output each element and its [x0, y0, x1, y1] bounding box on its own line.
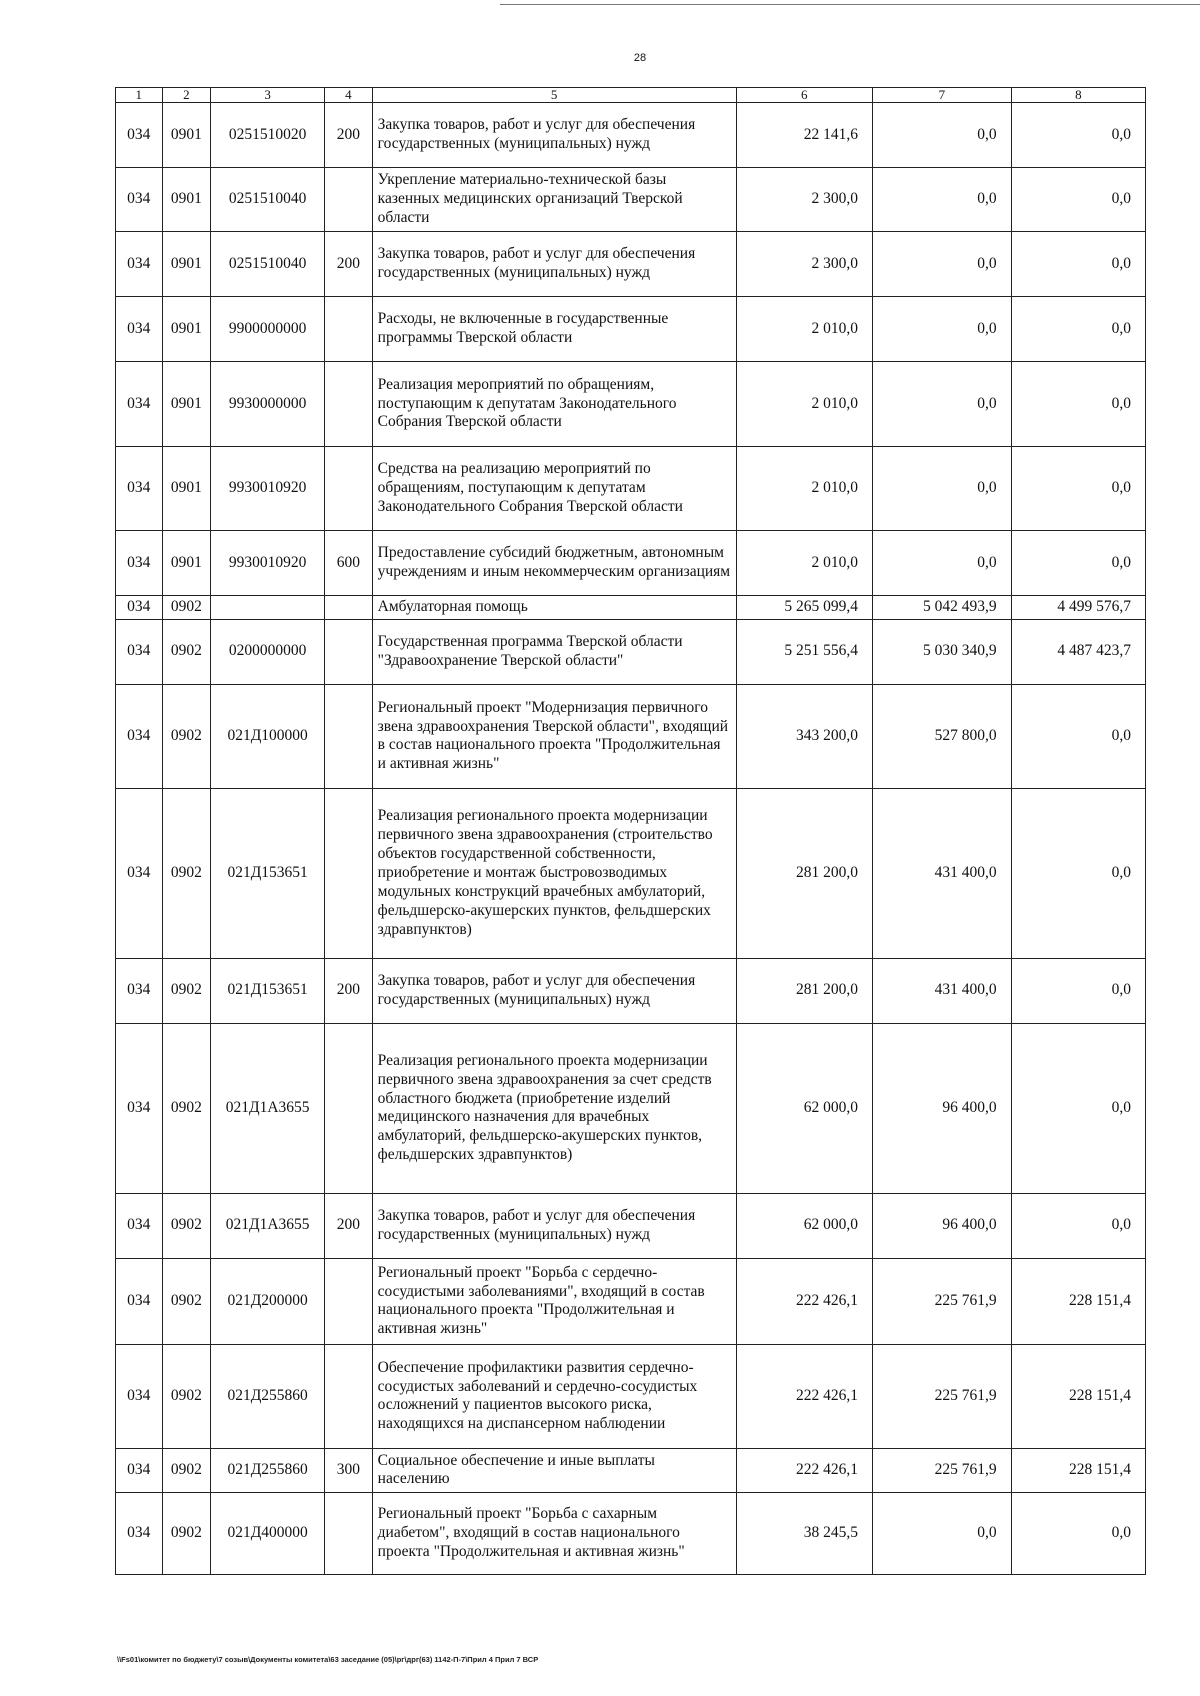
header-col-2: 2 — [162, 88, 211, 103]
cell-expense-type — [325, 1344, 373, 1448]
cell-expense-type — [325, 1492, 373, 1574]
cell-target-article — [211, 596, 325, 620]
cell-amount-col7: 96 400,0 — [873, 1193, 1012, 1258]
cell-amount-col8: 0,0 — [1011, 447, 1145, 531]
cell-section: 0901 — [162, 362, 211, 447]
cell-ministry: 034 — [116, 1193, 163, 1258]
cell-amount-col8: 228 151,4 — [1011, 1448, 1145, 1492]
cell-amount-col6: 222 426,1 — [736, 1258, 872, 1344]
cell-description: Социальное обеспечение и иные выплаты населению — [372, 1448, 736, 1492]
cell-section: 0901 — [162, 168, 211, 232]
cell-expense-type: 200 — [325, 232, 373, 297]
cell-expense-type — [325, 1023, 373, 1193]
cell-ministry: 034 — [116, 232, 163, 297]
cell-target-article: 021Д400000 — [211, 1492, 325, 1574]
table-row — [116, 1448, 1146, 1492]
cell-description: Региональный проект "Борьба с сердечно-сосудистыми заболеваниями", входящий в состав национального проекта "Продолжительная и активная жизнь" — [372, 1258, 736, 1344]
cell-ministry: 034 — [116, 168, 163, 232]
cell-amount-col6: 2 010,0 — [736, 362, 872, 447]
cell-section: 0901 — [162, 297, 211, 362]
page-number: 28 — [633, 52, 647, 64]
table-row — [116, 297, 1146, 362]
cell-description: Предоставление субсидий бюджетным, автономным учреждениям и иным некоммерческим организациям — [372, 531, 736, 596]
cell-expense-type: 200 — [325, 103, 373, 168]
cell-description: Расходы, не включенные в государственные программы Тверской области — [372, 297, 736, 362]
cell-description: Региональный проект "Модернизация первичного звена здравоохранения Тверской области", входящий в состав национального проекта "Продолжительная и активная жизнь" — [372, 684, 736, 788]
cell-ministry: 034 — [116, 619, 163, 684]
cell-description: Закупка товаров, работ и услуг для обеспечения государственных (муниципальных) нужд — [372, 958, 736, 1023]
cell-description: Закупка товаров, работ и услуг для обеспечения государственных (муниципальных) нужд — [372, 103, 736, 168]
table-row — [116, 1258, 1146, 1344]
cell-target-article: 021Д1А3655 — [211, 1023, 325, 1193]
table-row — [116, 362, 1146, 447]
cell-section: 0901 — [162, 103, 211, 168]
cell-amount-col8: 0,0 — [1011, 297, 1145, 362]
cell-ministry: 034 — [116, 362, 163, 447]
cell-amount-col6: 281 200,0 — [736, 788, 872, 958]
table-row — [116, 1344, 1146, 1448]
cell-expense-type — [325, 619, 373, 684]
cell-amount-col7: 5 030 340,9 — [873, 619, 1012, 684]
cell-amount-col6: 222 426,1 — [736, 1448, 872, 1492]
cell-section: 0901 — [162, 232, 211, 297]
cell-amount-col7: 0,0 — [873, 168, 1012, 232]
cell-amount-col8: 0,0 — [1011, 103, 1145, 168]
cell-expense-type — [325, 297, 373, 362]
cell-amount-col6: 5 265 099,4 — [736, 596, 872, 620]
cell-target-article: 021Д200000 — [211, 1258, 325, 1344]
table-row — [116, 531, 1146, 596]
cell-amount-col6: 222 426,1 — [736, 1344, 872, 1448]
cell-expense-type: 200 — [325, 958, 373, 1023]
table-row — [116, 1492, 1146, 1574]
cell-amount-col7: 0,0 — [873, 531, 1012, 596]
cell-amount-col7: 0,0 — [873, 447, 1012, 531]
cell-amount-col7: 0,0 — [873, 297, 1012, 362]
cell-ministry: 034 — [116, 447, 163, 531]
cell-amount-col7: 225 761,9 — [873, 1344, 1012, 1448]
header-col-3: 3 — [211, 88, 325, 103]
cell-amount-col7: 225 761,9 — [873, 1258, 1012, 1344]
cell-description: Государственная программа Тверской области "Здравоохранение Тверской области" — [372, 619, 736, 684]
cell-target-article: 9900000000 — [211, 297, 325, 362]
cell-amount-col6: 38 245,5 — [736, 1492, 872, 1574]
cell-ministry: 034 — [116, 1492, 163, 1574]
cell-amount-col8: 0,0 — [1011, 362, 1145, 447]
table-row — [116, 103, 1146, 168]
cell-amount-col7: 225 761,9 — [873, 1448, 1012, 1492]
cell-ministry: 034 — [116, 1344, 163, 1448]
cell-amount-col7: 0,0 — [873, 232, 1012, 297]
cell-description: Средства на реализацию мероприятий по обращениям, поступающим к депутатам Законодательного Собрания Тверской области — [372, 447, 736, 531]
table-row — [116, 684, 1146, 788]
cell-target-article: 021Д255860 — [211, 1344, 325, 1448]
table-row — [116, 232, 1146, 297]
cell-amount-col8: 0,0 — [1011, 958, 1145, 1023]
table-row — [116, 447, 1146, 531]
cell-amount-col7: 527 800,0 — [873, 684, 1012, 788]
cell-section: 0902 — [162, 958, 211, 1023]
budget-table — [115, 87, 1146, 1575]
cell-ministry: 034 — [116, 958, 163, 1023]
cell-section: 0902 — [162, 684, 211, 788]
cell-section: 0902 — [162, 1492, 211, 1574]
header-col-1: 1 — [116, 88, 163, 103]
cell-expense-type — [325, 168, 373, 232]
cell-amount-col8: 0,0 — [1011, 1492, 1145, 1574]
cell-target-article: 0251510020 — [211, 103, 325, 168]
cell-expense-type — [325, 788, 373, 958]
cell-section: 0902 — [162, 1258, 211, 1344]
header-col-7: 7 — [873, 88, 1012, 103]
cell-ministry: 034 — [116, 1023, 163, 1193]
cell-amount-col6: 2 300,0 — [736, 168, 872, 232]
cell-target-article: 021Д255860 — [211, 1448, 325, 1492]
file-path-footer: \\Fs01\комитет по бюджету\7 созыв\Документы комитета\63 заседание (05)\рг\дрг(63) 1142-П-7\Прил 4 Прил 7 ВСР — [117, 1655, 539, 1664]
cell-amount-col6: 2 010,0 — [736, 447, 872, 531]
cell-amount-col6: 62 000,0 — [736, 1023, 872, 1193]
cell-amount-col7: 431 400,0 — [873, 788, 1012, 958]
cell-target-article: 9930010920 — [211, 531, 325, 596]
cell-amount-col6: 62 000,0 — [736, 1193, 872, 1258]
table-row — [116, 1023, 1146, 1193]
cell-section: 0902 — [162, 788, 211, 958]
cell-amount-col7: 0,0 — [873, 362, 1012, 447]
cell-expense-type: 200 — [325, 1193, 373, 1258]
header-col-6: 6 — [736, 88, 872, 103]
cell-section: 0902 — [162, 1023, 211, 1193]
cell-amount-col8: 0,0 — [1011, 684, 1145, 788]
cell-ministry: 034 — [116, 788, 163, 958]
cell-ministry: 034 — [116, 684, 163, 788]
cell-amount-col6: 5 251 556,4 — [736, 619, 872, 684]
cell-target-article: 9930000000 — [211, 362, 325, 447]
cell-description: Амбулаторная помощь — [372, 596, 736, 620]
cell-amount-col8: 0,0 — [1011, 1193, 1145, 1258]
cell-amount-col8: 4 487 423,7 — [1011, 619, 1145, 684]
cell-description: Реализация мероприятий по обращениям, поступающим к депутатам Законодательного Собрания Тверской области — [372, 362, 736, 447]
cell-ministry: 034 — [116, 531, 163, 596]
cell-target-article: 021Д1А3655 — [211, 1193, 325, 1258]
cell-description: Региональный проект "Борьба с сахарным диабетом", входящий в состав национального проекта "Продолжительная и активная жизнь" — [372, 1492, 736, 1574]
cell-amount-col8: 0,0 — [1011, 232, 1145, 297]
cell-expense-type — [325, 1258, 373, 1344]
cell-description: Закупка товаров, работ и услуг для обеспечения государственных (муниципальных) нужд — [372, 232, 736, 297]
cell-section: 0902 — [162, 1193, 211, 1258]
cell-ministry: 034 — [116, 596, 163, 620]
cell-amount-col8: 0,0 — [1011, 1023, 1145, 1193]
cell-amount-col7: 0,0 — [873, 103, 1012, 168]
cell-expense-type: 600 — [325, 531, 373, 596]
table-row — [116, 619, 1146, 684]
cell-amount-col6: 22 141,6 — [736, 103, 872, 168]
cell-ministry: 034 — [116, 297, 163, 362]
header-row — [116, 88, 1146, 103]
cell-amount-col6: 343 200,0 — [736, 684, 872, 788]
cell-target-article: 021Д153651 — [211, 788, 325, 958]
cell-target-article: 021Д153651 — [211, 958, 325, 1023]
cell-ministry: 034 — [116, 1258, 163, 1344]
cell-amount-col6: 2 300,0 — [736, 232, 872, 297]
cell-target-article: 0200000000 — [211, 619, 325, 684]
cell-target-article: 9930010920 — [211, 447, 325, 531]
cell-section: 0901 — [162, 447, 211, 531]
cell-section: 0902 — [162, 596, 211, 620]
cell-amount-col6: 2 010,0 — [736, 531, 872, 596]
cell-description: Укрепление материально-технической базы казенных медицинских организаций Тверской области — [372, 168, 736, 232]
cell-amount-col6: 281 200,0 — [736, 958, 872, 1023]
cell-description: Реализация регионального проекта модернизации первичного звена здравоохранения за счет средств областного бюджета (приобретение изделий медицинского назначения для врачебных амбулаторий, фельдшерско-акушерских пунктов, фельдшерских здравпунктов) — [372, 1023, 736, 1193]
scan-edge-line — [500, 4, 1200, 5]
cell-description: Закупка товаров, работ и услуг для обеспечения государственных (муниципальных) нужд — [372, 1193, 736, 1258]
cell-target-article: 021Д100000 — [211, 684, 325, 788]
cell-ministry: 034 — [116, 1448, 163, 1492]
cell-amount-col7: 0,0 — [873, 1492, 1012, 1574]
cell-expense-type — [325, 447, 373, 531]
cell-amount-col7: 96 400,0 — [873, 1023, 1012, 1193]
cell-description: Обеспечение профилактики развития сердечно-сосудистых заболеваний и сердечно-сосудистых осложнений у пациентов высокого риска, находящихся на диспансерном наблюдении — [372, 1344, 736, 1448]
cell-amount-col8: 228 151,4 — [1011, 1258, 1145, 1344]
cell-section: 0902 — [162, 1448, 211, 1492]
cell-section: 0901 — [162, 531, 211, 596]
cell-amount-col8: 4 499 576,7 — [1011, 596, 1145, 620]
cell-expense-type — [325, 362, 373, 447]
cell-expense-type: 300 — [325, 1448, 373, 1492]
cell-section: 0902 — [162, 619, 211, 684]
cell-description: Реализация регионального проекта модернизации первичного звена здравоохранения (строительство объектов государственной собственности, приобретение и монтаж быстровозводимых модульных конструкций врачебных амбулаторий, фельдшерско-акушерских пунктов, фельдшерских здравпунктов) — [372, 788, 736, 958]
cell-amount-col7: 5 042 493,9 — [873, 596, 1012, 620]
cell-amount-col8: 0,0 — [1011, 168, 1145, 232]
cell-amount-col8: 0,0 — [1011, 531, 1145, 596]
table-row — [116, 788, 1146, 958]
header-col-8: 8 — [1011, 88, 1145, 103]
table-row — [116, 1193, 1146, 1258]
table-row — [116, 168, 1146, 232]
cell-amount-col6: 2 010,0 — [736, 297, 872, 362]
table-row — [116, 958, 1146, 1023]
header-col-5: 5 — [372, 88, 736, 103]
cell-amount-col7: 431 400,0 — [873, 958, 1012, 1023]
cell-amount-col8: 228 151,4 — [1011, 1344, 1145, 1448]
cell-expense-type — [325, 684, 373, 788]
cell-target-article: 0251510040 — [211, 168, 325, 232]
header-col-4: 4 — [325, 88, 373, 103]
cell-expense-type — [325, 596, 373, 620]
table-row — [116, 596, 1146, 620]
cell-section: 0902 — [162, 1344, 211, 1448]
cell-amount-col8: 0,0 — [1011, 788, 1145, 958]
cell-target-article: 0251510040 — [211, 232, 325, 297]
cell-ministry: 034 — [116, 103, 163, 168]
